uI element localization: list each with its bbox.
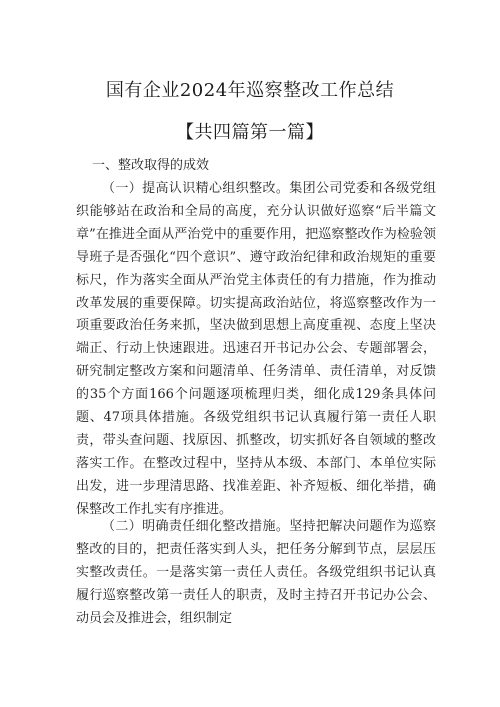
paragraph-clarify-responsibility: （二）明确责任细化整改措施。坚持把解决问题作为巡察整改的目的，把责任落实到人头，把任务分解到节点，层层压实整改责任。一是落实第一责任人责任。各级党组织书记认真履行巡察整改第一责任人的职责，及时主持召开书记办公会、动员会及推进会，组织制定 xyxy=(76,519,436,626)
document-title: 国有企业2024年巡察整改工作总结 xyxy=(105,80,395,101)
section-heading: 一、整改取得的成效 xyxy=(92,158,210,173)
document-subtitle: 【共四篇第一篇】 xyxy=(176,122,324,143)
paragraph-organize-rectification: （一）提高认识精心组织整改。集团公司党委和各级党组织能够站在政治和全局的高度，充分认识做好巡察“后半篇文章”在推进全面从严治党中的重要作用，把巡察整改作为检验领导班子是否强化“四个意识”、遵守政治纪律和政治规矩的重要标尺，作为落实全面从严治党主体责任的有力措施，作为推动改革发展的重要保障。切实提高政治站位，将巡察整改作为一项重要政治任务来抓，坚决做到思想上高度重视、态度上坚决端正、行动上快速跟进。迅速召开书记办公会、专题部署会，研究制定整改方案和问题清单、任务清单、责任清单，对反馈的35个方面166个问题逐项梳理归类，细化成129条具体问题、47项具体措施。各级党组织书记认真履行第一责任人职责，带头查问题、找原因、抓整改，切实抓好各自领域的整改落实工作。在整改过程中，坚持从本级、本部门、本单位实际出发，进一步理清思路、找准差距、补齐短板、细化举措，确保整改工作扎实有序推进。 xyxy=(76,181,436,517)
